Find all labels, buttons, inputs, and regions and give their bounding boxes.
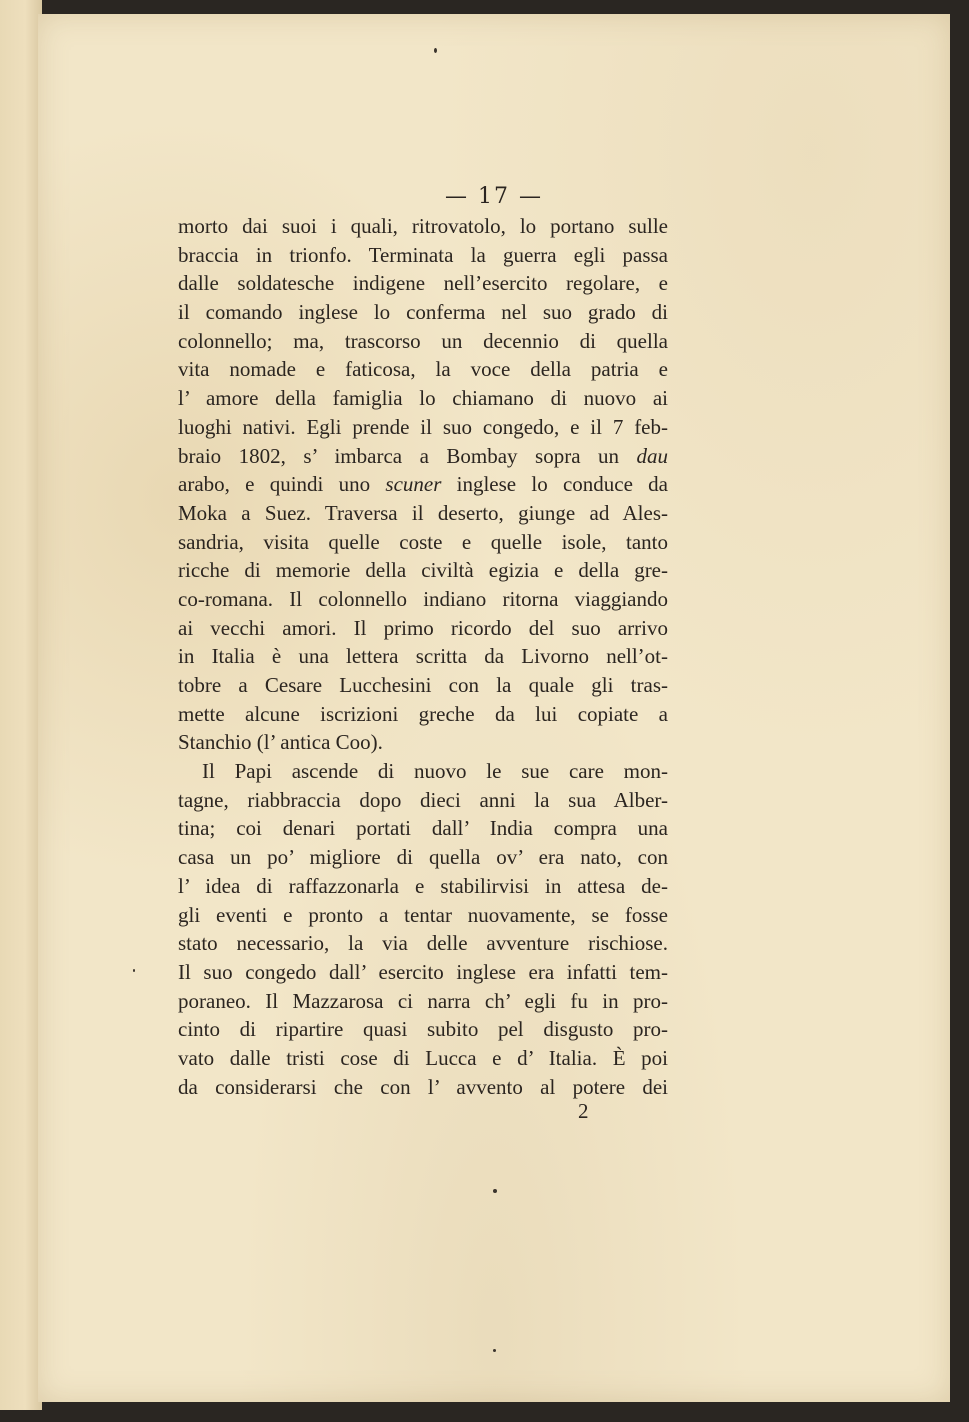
text-line: ricche di memorie della civiltà egizia e della gre- <box>178 558 668 583</box>
text-line: gli eventi e pronto a tentar nuovamente, se fosse <box>178 902 668 927</box>
text-line: tagne, riabbraccia dopo dieci anni la sua Alber- <box>178 787 668 812</box>
text-line: mette alcune iscrizioni greche da lui copiate a <box>178 701 668 726</box>
text-line: braio 1802, s’ imbarca a Bombay sopra un dau <box>178 443 668 468</box>
text-line: il comando inglese lo conferma nel suo grado di <box>178 300 668 325</box>
text-line: arabo, e quindi uno scuner inglese lo conduce da <box>178 472 668 497</box>
text-line: Il suo congedo dall’ esercito inglese era infatti tem- <box>178 959 668 984</box>
text-line: Moka a Suez. Traversa il deserto, giunge ad Ales- <box>178 500 668 525</box>
text-line: casa un po’ migliore di quella ov’ era nato, con <box>178 845 668 870</box>
paper-speck <box>493 1189 497 1193</box>
text-line: l’ idea di raffazzonarla e stabilirvisi in attesa de- <box>178 873 668 898</box>
text-line: luoghi nativi. Egli prende il suo congedo, e il 7 feb- <box>178 414 668 439</box>
text-line: in Italia è una lettera scritta da Livorno nell’ot- <box>178 644 668 669</box>
signature-mark: 2 <box>578 1099 589 1123</box>
text-line: tobre a Cesare Lucchesini con la quale gli tras- <box>178 673 668 697</box>
text-line: da considerarsi che con l’ avvento al potere dei <box>178 1074 668 1099</box>
text-line: l’ amore della famiglia lo chiamano di nuovo ai <box>178 386 668 411</box>
text-line: sandria, visita quelle coste e quelle isole, tanto <box>178 529 668 554</box>
book-page <box>38 14 950 1402</box>
text-line: vita nomade e faticosa, la voce della patria e <box>178 357 668 382</box>
text-line: stato necessario, la via delle avventure rischiose. <box>178 931 668 956</box>
paper-speck <box>434 48 437 53</box>
text-line: vato dalle tristi cose di Lucca e d’ Italia. È poi <box>178 1045 668 1070</box>
text-line: co-romana. Il colonnello indiano ritorna viaggiando <box>178 586 668 611</box>
text-line: morto dai suoi i quali, ritrovatolo, lo portano sulle <box>178 214 668 238</box>
text-line: tina; coi denari portati dall’ India compra una <box>178 816 668 841</box>
text-line: cinto di ripartire quasi subito pel disgusto pro- <box>178 1017 668 1042</box>
paper-speck <box>493 1349 496 1352</box>
text-line: poraneo. Il Mazzarosa ci narra ch’ egli fu in pro- <box>178 988 668 1013</box>
text-line: dalle soldatesche indigene nell’esercito regolare, e <box>178 271 668 296</box>
text-line: colonnello; ma, trascorso un decennio di quella <box>178 328 668 353</box>
text-line: ai vecchi amori. Il primo ricordo del suo arrivo <box>178 615 668 640</box>
previous-page-edge <box>0 0 42 1410</box>
italic-word: scuner <box>385 472 442 497</box>
text-line: Il Papi ascende di nuovo le sue care mon- <box>202 759 668 784</box>
italic-word: dau <box>636 443 668 468</box>
text-line: braccia in trionfo. Terminata la guerra egli passa <box>178 242 668 267</box>
page-number-header: — 17 — <box>445 184 543 209</box>
text-line: Stanchio (l’ antica Coo). <box>178 730 383 755</box>
page-body-text <box>178 212 668 1101</box>
paper-speck <box>133 969 135 972</box>
